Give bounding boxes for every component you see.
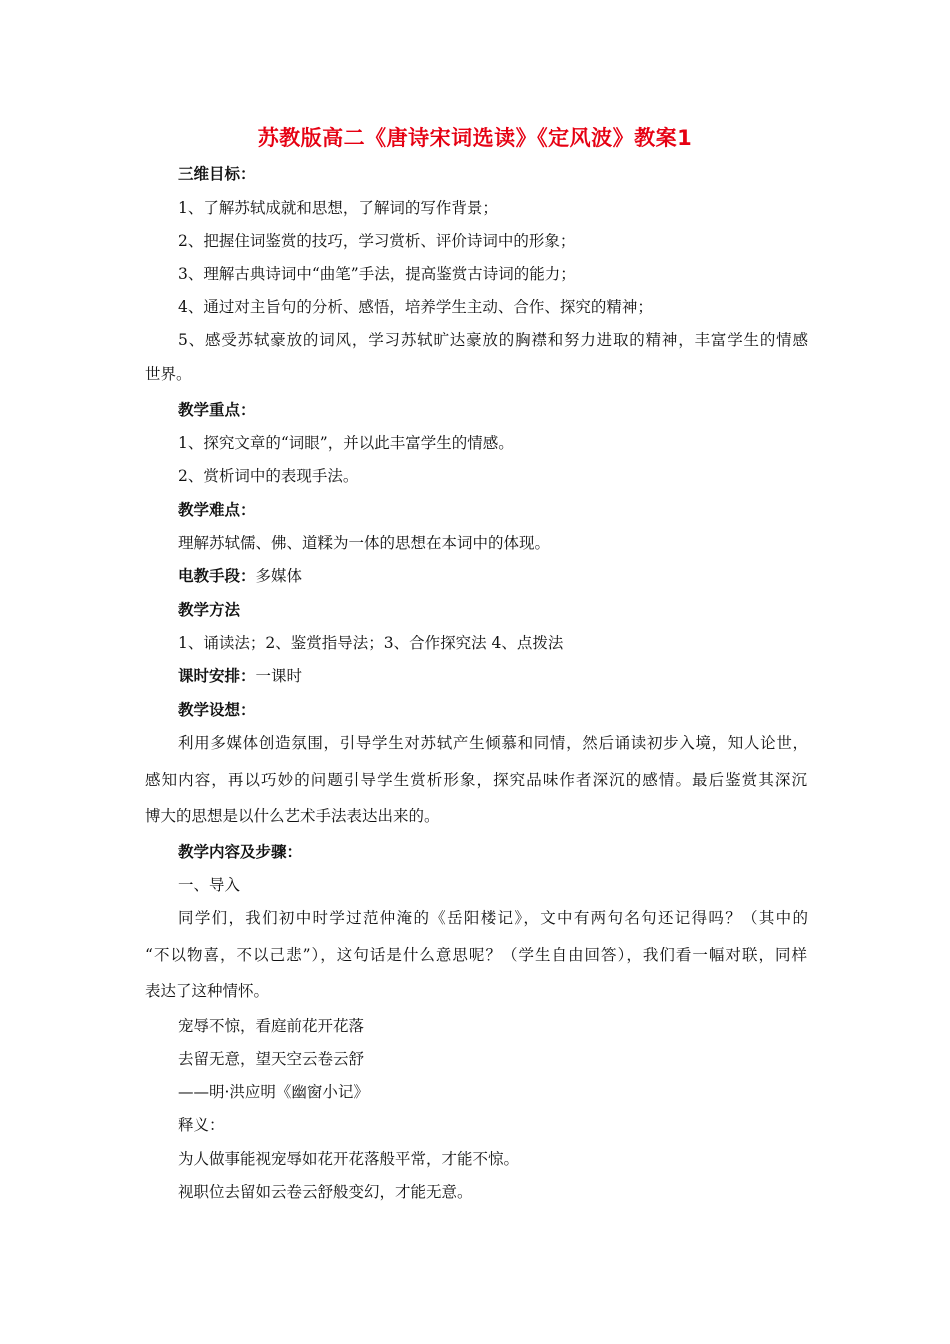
key-points-heading: 教学重点： [178, 401, 256, 419]
key-point-item: 2、赏析词中的表现手法。 [178, 467, 359, 485]
objective-item: 2、把握住词鉴赏的技巧，学习赏析、评价诗词中的形象； [178, 232, 576, 250]
schedule-label: 课时安排： [178, 667, 256, 685]
design-paragraph-line: 感知内容，再以巧妙的问题引导学生赏析形象，探究品味作者深沉的感情。最后鉴赏其深沉 [145, 771, 807, 789]
methods-text: 1、诵读法；2、鉴赏指导法；3、合作探究法 4、点拨法 [178, 634, 564, 652]
objective-item: 5、感受苏轼豪放的词风，学习苏轼旷达豪放的胸襟和努力进取的精神，丰富学生的情感 [178, 331, 808, 349]
intro-paragraph-line: 表达了这种情怀。 [145, 982, 270, 1000]
media-value: 多媒体 [255, 567, 303, 585]
intro-paragraph-line: “不以物喜，不以己悲”），这句话是什么意思呢？（学生自由回答），我们看一幅对联，同样 [145, 946, 807, 964]
explain-line: 视职位去留如云卷云舒般变幻，才能无意。 [178, 1183, 473, 1201]
couplet-line: 去留无意，望天空云卷云舒 [178, 1050, 365, 1068]
objectives-heading: 三维目标： [178, 165, 256, 183]
couplet-attribution: ——明·洪应明《幽窗小记》 [178, 1083, 369, 1101]
couplet-line: 宠辱不惊，看庭前花开花落 [178, 1017, 365, 1035]
difficulty-heading: 教学难点： [178, 501, 256, 519]
explain-label: 释义： [178, 1116, 225, 1134]
objective-item: 1、了解苏轼成就和思想，了解词的写作背景； [178, 199, 498, 217]
section-heading: 一、导入 [178, 876, 241, 894]
intro-paragraph-line: 同学们，我们初中时学过范仲淹的《岳阳楼记》，文中有两句名句还记得吗？（其中的 [178, 909, 808, 927]
steps-heading: 教学内容及步骤： [178, 843, 303, 861]
media-row [178, 565, 302, 587]
media-label: 电教手段： [178, 567, 256, 585]
objective-item-continued: 世界。 [145, 365, 192, 383]
difficulty-text: 理解苏轼儒、佛、道糅为一体的思想在本词中的体现。 [178, 534, 551, 552]
methods-heading: 教学方法 [178, 601, 241, 619]
design-paragraph-line: 博大的思想是以什么艺术手法表达出来的。 [145, 807, 440, 825]
design-heading: 教学设想： [178, 701, 256, 719]
objective-item: 3、理解古典诗词中“曲笔”手法，提高鉴赏古诗词的能力； [178, 265, 576, 283]
schedule-value: 一课时 [255, 667, 303, 685]
objective-item: 4、通过对主旨句的分析、感悟，培养学生主动、合作、探究的精神； [178, 298, 653, 316]
key-point-item: 1、探究文章的“词眼”，并以此丰富学生的情感。 [178, 434, 514, 452]
document-title: 苏教版高二《唐诗宋词选读》《定风波》教案1 [257, 126, 693, 150]
design-paragraph-line: 利用多媒体创造氛围，引导学生对苏轼产生倾慕和同情，然后诵读初步入境，知人论世， [178, 734, 808, 752]
schedule-row [178, 665, 302, 687]
explain-line: 为人做事能视宠辱如花开花落般平常，才能不惊。 [178, 1150, 520, 1168]
